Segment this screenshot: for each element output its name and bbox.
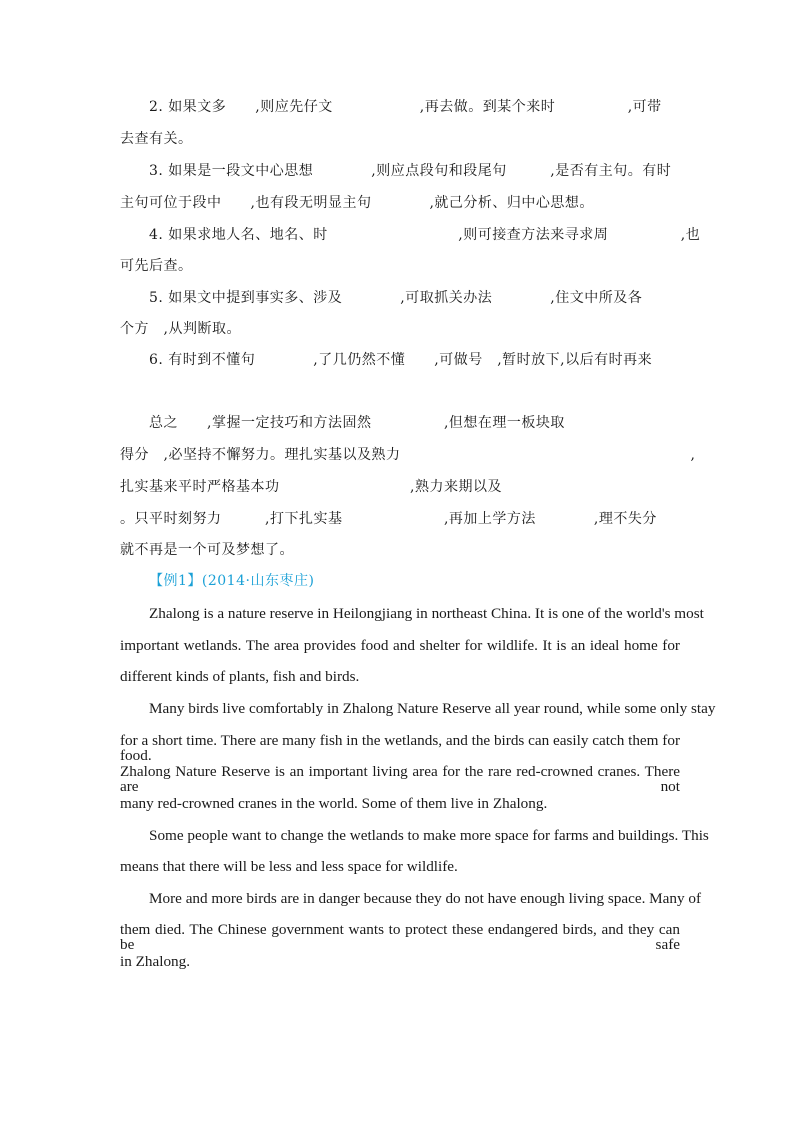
passage-p1-line-2: important wetlands. The area provides food and shelter for wildlife. It is an ideal home for [120, 637, 680, 654]
passage-p2-line-1: Many birds live comfortably in Zhalong Nature Reserve all year round, while some only stay [149, 700, 716, 717]
tip-3-line-2: 主句可位于段中 ,也有段无明显主句 ,就己分析、归中心思想。 [120, 195, 594, 211]
tip-5-line-1: 5. 如果文中提到事实多、涉及 ,可取抓关办法 ,住文中所及各 [149, 290, 643, 306]
passage-p1-line-3: different kinds of plants, fish and birds. [120, 668, 360, 685]
summary-line-1: 总之 ,掌握一定技巧和方法固然 ,但想在理一板块取 [149, 415, 565, 431]
tip-5-line-2: 个方 ,从判断取。 [120, 321, 241, 337]
tip-6-line-1: 6. 有时到不懂句 ,了几仍然不懂 ,可做号 ,暂时放下,以后有时再来 [149, 352, 653, 368]
tip-3-line-1: 3. 如果是一段文中心思想 ,则应点段句和段尾句 ,是否有主句。有时 [149, 163, 672, 179]
summary-line-5: 就不再是一个可及梦想了。 [120, 542, 294, 558]
passage-p4-line-2: them died. The Chinese government wants to protect these endangered birds, and they can be safe [120, 921, 680, 954]
tip-2-line-2: 去查有关。 [120, 131, 193, 147]
passage-p2-line-4: many red-crowned cranes in the world. Some of them live in Zhalong. [120, 795, 548, 812]
passage-p3-line-1: Some people want to change the wetlands to make more space for farms and buildings. This [149, 827, 709, 844]
summary-line-2: 得分 ,必坚持不懈努力。理扎实基以及熟力 , [120, 447, 696, 463]
passage-p3-line-2: means that there will be less and less space for wildlife. [120, 858, 458, 875]
passage-p2-line-2: for a short time. There are many fish in the wetlands, and the birds can easily catch them for food. [120, 732, 680, 765]
example-label: 【例1】(2014·山东枣庄) [149, 573, 315, 589]
passage-p4-line-3: in Zhalong. [120, 953, 191, 970]
tip-2-line-1: 2. 如果文多 ,则应先仔文 ,再去做。到某个来时 ,可带 [149, 99, 662, 115]
tip-4-line-2: 可先后查。 [120, 258, 193, 274]
passage-p4-line-1: More and more birds are in danger because they do not have enough living space. Many of [149, 890, 702, 907]
passage-p1-line-1: Zhalong is a nature reserve in Heilongjiang in northeast China. It is one of the world's most [149, 605, 704, 622]
summary-line-3: 扎实基来平时严格基本功 ,熟力来期以及 [120, 479, 502, 495]
summary-line-4: 。只平时刻努力 ,打下扎实基 ,再加上学方法 ,理不失分 [120, 511, 657, 527]
passage-p2-line-3: Zhalong Nature Reserve is an important living area for the rare red-crowned cranes. There are not [120, 763, 680, 796]
tip-4-line-1: 4. 如果求地人名、地名、时 ,则可接查方法来寻求周 ,也 [149, 227, 701, 243]
